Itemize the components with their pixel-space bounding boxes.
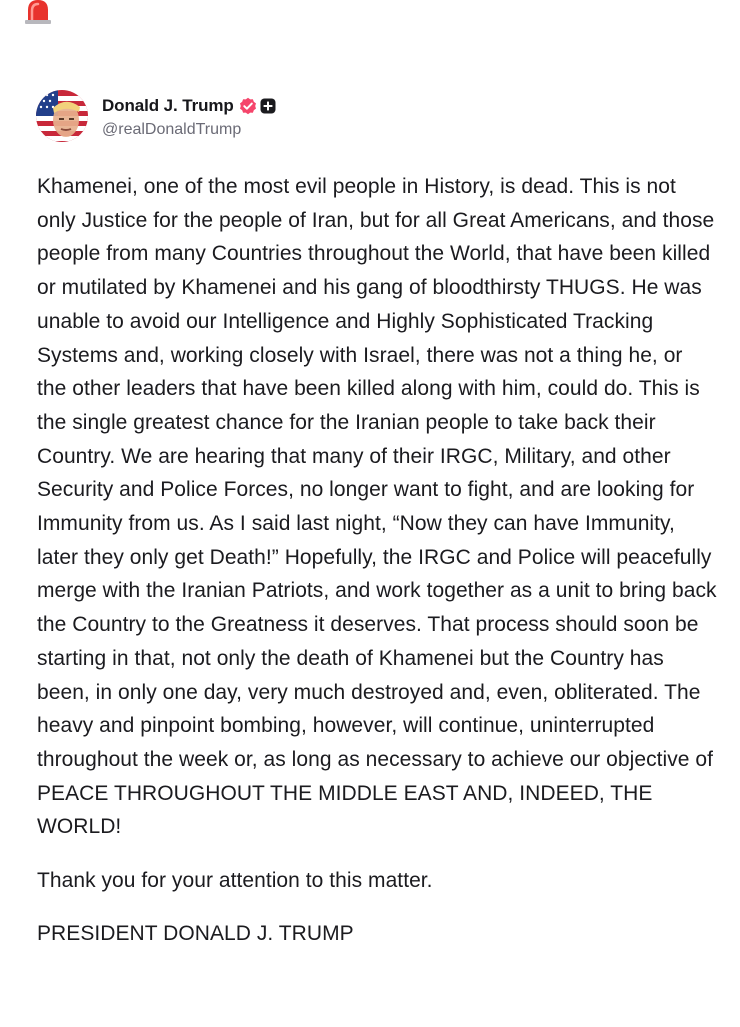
post-header [36, 88, 276, 144]
name-row [102, 94, 276, 118]
post-text: Khamenei, one of the most evil people in History, is dead. This is not only Justice for the people of Iran, but for all Great Americans, and those people from many Countries throughout the World, that have been killed or mutilated by Khamenei and his gang of bloodthirsty THUGS. He was unable to avoid our Intelligence and Highly Sophisticated Tracking Systems and, working closely with Israel, there was not a thing he, or the other leaders that have been killed along with him, could do. This is the single greatest chance for the Iranian people to take back their Country. We are hearing that many of their IRGC, Military, and other Security and Police Forces, no longer want to fight, and are looking for Immunity from us. As I said last night, “Now they can have Immunity, later they only get Death!” Hopefully, the IRGC and Police will peacefully merge with the Iranian Patriots, and work together as a unit to bring back the Country to the Greatness it deserves. That process should soon be starting in that, not only the death of Khamenei but the Country has been, in only one day, very much destroyed and, even, obliterated. The heavy and pinpoint bombing, however, will continue, uninterrupted throughout the week or, as long as necessary to achieve our objective of PEACE THROUGHOUT THE MIDDLE EAST AND, INDEED, THE WORLD! [37, 175, 717, 839]
verified-check-icon [239, 97, 257, 115]
avatar[interactable] [36, 90, 88, 142]
post-body [37, 170, 717, 950]
plus-badge-icon [260, 98, 276, 114]
author-identity [102, 94, 276, 139]
author-handle[interactable]: @realDonaldTrump [102, 120, 242, 138]
police-siren-icon [22, 0, 54, 24]
post-thanks-line: Thank you for your attention to this matter. [37, 869, 433, 893]
display-name[interactable]: Donald J. Trump [102, 95, 234, 115]
post-signoff: PRESIDENT DONALD J. TRUMP [37, 921, 354, 945]
